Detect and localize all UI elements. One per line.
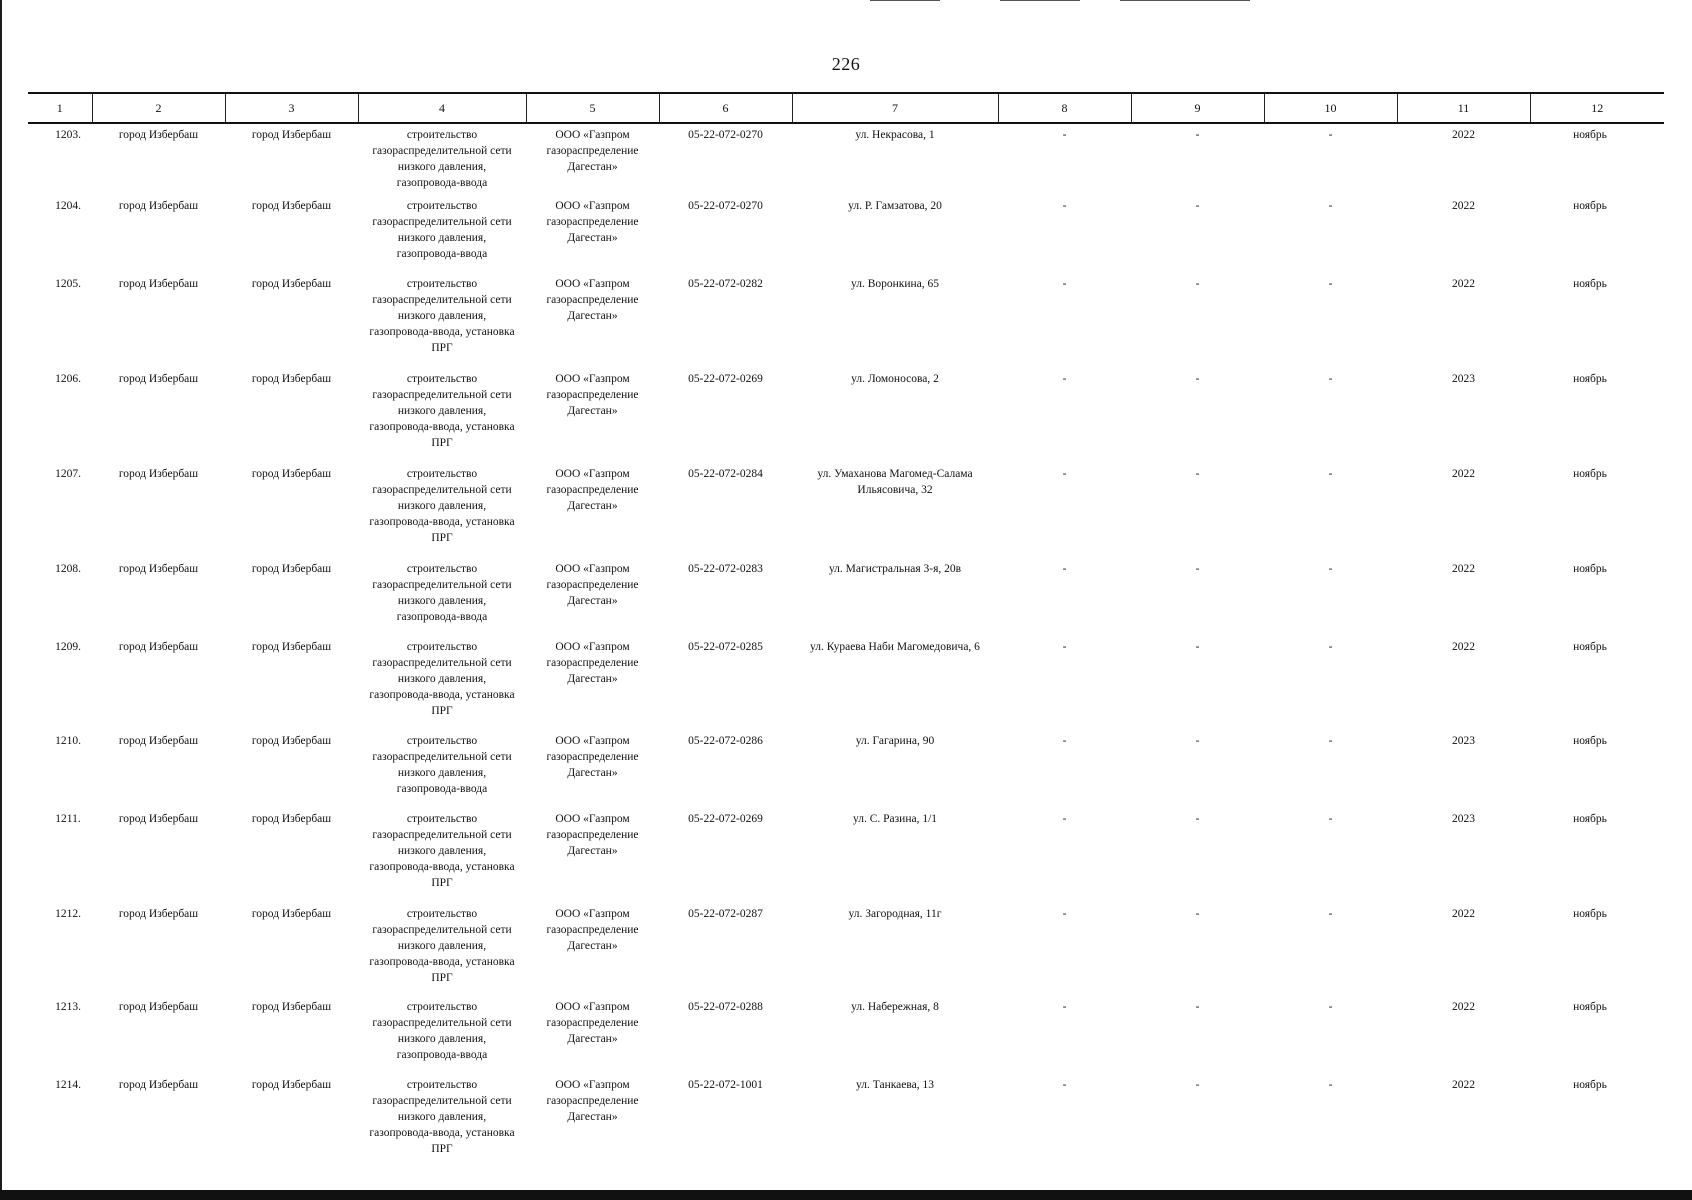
organization (526, 636, 659, 730)
month: ноябрь (1573, 735, 1607, 747)
work-description-line: ПРГ (431, 972, 453, 984)
scan-top-mark (1120, 0, 1250, 1)
table-row (28, 636, 1664, 730)
work-description (358, 903, 526, 996)
organization-line: газораспределение (546, 1017, 639, 1029)
work-description-line: низкого давления, (397, 845, 487, 857)
header-col-2: 2 (92, 93, 225, 123)
row-number: 1204. (55, 200, 81, 212)
organization-line: Дагестан» (567, 500, 618, 512)
table-row (28, 903, 1664, 996)
work-description-line: низкого давления, (397, 595, 487, 607)
col-8-value: - (1062, 373, 1067, 385)
address (792, 463, 998, 558)
organization-line: газораспределение (546, 216, 639, 228)
month: ноябрь (1573, 200, 1607, 212)
address (792, 195, 998, 273)
header-col-4: 4 (358, 93, 526, 123)
program-code: 05-22-072-0269 (688, 813, 763, 825)
col-10-value: - (1328, 200, 1333, 212)
work-description-line: строительство (406, 373, 478, 385)
row-number: 1210. (55, 735, 81, 747)
organization-line: газораспределение (546, 484, 639, 496)
work-description (358, 558, 526, 636)
organization-line: Дагестан» (567, 845, 618, 857)
organization-line: ООО «Газпром (555, 278, 630, 290)
col-9-value: - (1195, 735, 1200, 747)
work-description-line: газораспределительной сети (372, 829, 512, 841)
col-9-value: - (1195, 813, 1200, 825)
settlement: город Избербаш (251, 278, 332, 290)
organization-line: Дагестан» (567, 405, 618, 417)
municipal-district: город Избербаш (118, 200, 199, 212)
col-10-value: - (1328, 373, 1333, 385)
municipal-district: город Избербаш (118, 563, 199, 575)
organization (526, 730, 659, 808)
month: ноябрь (1573, 1001, 1607, 1013)
col-10-value: - (1328, 563, 1333, 575)
work-description-line: газораспределительной сети (372, 145, 512, 157)
table-row (28, 730, 1664, 808)
work-description-line: газопровода-ввода, установка (369, 1127, 515, 1139)
organization-line: ООО «Газпром (555, 200, 630, 212)
year: 2022 (1452, 129, 1475, 141)
table-row (28, 463, 1664, 558)
settlement: город Избербаш (251, 563, 332, 575)
col-10-value: - (1328, 641, 1333, 653)
col-8-value: - (1062, 641, 1067, 653)
month: ноябрь (1573, 1079, 1607, 1091)
year: 2023 (1452, 735, 1475, 747)
program-code: 05-22-072-0269 (688, 373, 763, 385)
year: 2022 (1452, 908, 1475, 920)
row-number: 1203. (55, 129, 81, 141)
work-description-line: газопровода-ввода (396, 1049, 488, 1061)
work-description-line: газораспределительной сети (372, 216, 512, 228)
col-8-value: - (1062, 563, 1067, 575)
address (792, 903, 998, 996)
header-col-9: 9 (1131, 93, 1264, 123)
settlement: город Избербаш (251, 129, 332, 141)
header-col-7: 7 (792, 93, 998, 123)
work-description-line: низкого давления, (397, 1033, 487, 1045)
municipal-district: город Избербаш (118, 373, 199, 385)
work-description-line: строительство (406, 1079, 478, 1091)
row-number: 1209. (55, 641, 81, 653)
col-8-value: - (1062, 1001, 1067, 1013)
organization-line: ООО «Газпром (555, 129, 630, 141)
scan-bottom-edge (0, 1190, 1692, 1200)
organization-line: Дагестан» (567, 595, 618, 607)
col-9-value: - (1195, 468, 1200, 480)
year: 2023 (1452, 373, 1475, 385)
organization-line: Дагестан» (567, 673, 618, 685)
col-10-value: - (1328, 129, 1333, 141)
year: 2022 (1452, 641, 1475, 653)
organization (526, 273, 659, 368)
address (792, 996, 998, 1074)
work-description (358, 195, 526, 273)
work-description (358, 123, 526, 195)
work-description-line: строительство (406, 735, 478, 747)
work-description-line: газопровода-ввода (396, 177, 488, 189)
col-8-value: - (1062, 908, 1067, 920)
table-row (28, 123, 1664, 195)
table-row (28, 996, 1664, 1074)
organization (526, 463, 659, 558)
program-code: 05-22-072-0288 (688, 1001, 763, 1013)
organization-line: ООО «Газпром (555, 641, 630, 653)
address-line: ул. Танкаева, 13 (856, 1079, 934, 1091)
address-line: ул. Набережная, 8 (851, 1001, 939, 1013)
work-description-line: строительство (406, 641, 478, 653)
organization (526, 195, 659, 273)
program-code: 05-22-072-0270 (688, 200, 763, 212)
table-row (28, 195, 1664, 273)
organization-line: газораспределение (546, 751, 639, 763)
address-line: Ильясовича, 32 (857, 484, 933, 496)
organization-line: газораспределение (546, 145, 639, 157)
col-8-value: - (1062, 200, 1067, 212)
work-description-line: газопровода-ввода (396, 611, 488, 623)
address-line: ул. Некрасова, 1 (855, 129, 935, 141)
col-8-value: - (1062, 813, 1067, 825)
work-description-line: газопровода-ввода, установка (369, 516, 515, 528)
year: 2022 (1452, 468, 1475, 480)
col-10-value: - (1328, 1001, 1333, 1013)
organization-line: газораспределение (546, 1095, 639, 1107)
work-description-line: строительство (406, 813, 478, 825)
organization-line: Дагестан» (567, 1033, 618, 1045)
program-code: 05-22-072-0286 (688, 735, 763, 747)
organization (526, 903, 659, 996)
settlement: город Избербаш (251, 641, 332, 653)
year: 2022 (1452, 278, 1475, 290)
program-code: 05-22-072-0282 (688, 278, 763, 290)
scan-left-edge (0, 0, 2, 1200)
organization-line: газораспределение (546, 829, 639, 841)
work-description-line: газопровода-ввода, установка (369, 421, 515, 433)
municipal-district: город Избербаш (118, 735, 199, 747)
header-col-5: 5 (526, 93, 659, 123)
work-description-line: низкого давления, (397, 310, 487, 322)
organization (526, 1074, 659, 1162)
work-description-line: строительство (406, 563, 478, 575)
register-table-wrap (28, 92, 1664, 1162)
row-number: 1205. (55, 278, 81, 290)
address-line: ул. Кураева Наби Магомедовича, 6 (810, 641, 980, 653)
header-col-8: 8 (998, 93, 1131, 123)
municipal-district: город Избербаш (118, 641, 199, 653)
address (792, 636, 998, 730)
row-number: 1214. (55, 1079, 81, 1091)
address (792, 123, 998, 195)
settlement: город Избербаш (251, 468, 332, 480)
col-8-value: - (1062, 129, 1067, 141)
table-row (28, 558, 1664, 636)
organization-line: ООО «Газпром (555, 813, 630, 825)
work-description-line: строительство (406, 129, 478, 141)
municipal-district: город Избербаш (118, 278, 199, 290)
header-col-6: 6 (659, 93, 792, 123)
work-description-line: низкого давления, (397, 673, 487, 685)
organization-line: Дагестан» (567, 1111, 618, 1123)
work-description-line: строительство (406, 200, 478, 212)
table-body (28, 123, 1664, 1162)
work-description-line: ПРГ (431, 342, 453, 354)
year: 2022 (1452, 200, 1475, 212)
col-9-value: - (1195, 1079, 1200, 1091)
row-number: 1208. (55, 563, 81, 575)
col-10-value: - (1328, 735, 1333, 747)
settlement: город Избербаш (251, 908, 332, 920)
col-9-value: - (1195, 641, 1200, 653)
municipal-district: город Избербаш (118, 908, 199, 920)
month: ноябрь (1573, 908, 1607, 920)
organization (526, 558, 659, 636)
month: ноябрь (1573, 563, 1607, 575)
work-description-line: строительство (406, 908, 478, 920)
address-line: ул. Магистральная 3-я, 20в (828, 563, 962, 575)
table-row (28, 1074, 1664, 1162)
program-code: 05-22-072-1001 (688, 1079, 763, 1091)
header-col-3: 3 (225, 93, 358, 123)
address-line: ул. С. Разина, 1/1 (852, 813, 938, 825)
work-description-line: низкого давления, (397, 161, 487, 173)
organization (526, 808, 659, 903)
settlement: город Избербаш (251, 373, 332, 385)
work-description (358, 730, 526, 808)
organization-line: газораспределение (546, 924, 639, 936)
year: 2023 (1452, 813, 1475, 825)
organization-line: ООО «Газпром (555, 1079, 630, 1091)
program-code: 05-22-072-0283 (688, 563, 763, 575)
program-code: 05-22-072-0284 (688, 468, 763, 480)
work-description (358, 996, 526, 1074)
organization-line: Дагестан» (567, 310, 618, 322)
col-10-value: - (1328, 908, 1333, 920)
organization-line: Дагестан» (567, 232, 618, 244)
col-8-value: - (1062, 468, 1067, 480)
header-col-10: 10 (1264, 93, 1397, 123)
organization (526, 123, 659, 195)
municipal-district: город Избербаш (118, 813, 199, 825)
header-col-1: 1 (28, 93, 92, 123)
organization-line: газораспределение (546, 579, 639, 591)
organization-line: Дагестан» (567, 767, 618, 779)
work-description-line: низкого давления, (397, 500, 487, 512)
col-9-value: - (1195, 563, 1200, 575)
work-description-line: газораспределительной сети (372, 294, 512, 306)
address-line: ул. Воронкина, 65 (850, 278, 940, 290)
year: 2022 (1452, 563, 1475, 575)
organization-line: ООО «Газпром (555, 373, 630, 385)
work-description-line: ПРГ (431, 437, 453, 449)
municipal-district: город Избербаш (118, 129, 199, 141)
work-description-line: газораспределительной сети (372, 1017, 512, 1029)
organization-line: ООО «Газпром (555, 563, 630, 575)
month: ноябрь (1573, 278, 1607, 290)
work-description (358, 463, 526, 558)
address (792, 368, 998, 463)
work-description-line: газопровода-ввода (396, 248, 488, 260)
work-description-line: газораспределительной сети (372, 484, 512, 496)
municipal-district: город Избербаш (118, 1079, 199, 1091)
col-9-value: - (1195, 908, 1200, 920)
month: ноябрь (1573, 813, 1607, 825)
organization-line: ООО «Газпром (555, 908, 630, 920)
organization-line: газораспределение (546, 294, 639, 306)
year: 2022 (1452, 1079, 1475, 1091)
work-description-line: строительство (406, 278, 478, 290)
organization (526, 996, 659, 1074)
work-description-line: газопровода-ввода, установка (369, 861, 515, 873)
work-description-line: газораспределительной сети (372, 579, 512, 591)
table-row (28, 368, 1664, 463)
work-description (358, 1074, 526, 1162)
row-number: 1206. (55, 373, 81, 385)
page-number: 226 (831, 54, 861, 74)
register-table (28, 92, 1664, 1162)
row-number: 1211. (55, 813, 81, 825)
address (792, 558, 998, 636)
settlement: город Избербаш (251, 1001, 332, 1013)
col-9-value: - (1195, 200, 1200, 212)
municipal-district: город Избербаш (118, 1001, 199, 1013)
work-description-line: газораспределительной сети (372, 924, 512, 936)
month: ноябрь (1573, 373, 1607, 385)
col-8-value: - (1062, 1079, 1067, 1091)
work-description (358, 636, 526, 730)
table-header (28, 93, 1664, 123)
month: ноябрь (1573, 641, 1607, 653)
work-description-line: ПРГ (431, 705, 453, 717)
col-8-value: - (1062, 735, 1067, 747)
address-line: ул. Гагарина, 90 (855, 735, 935, 747)
table-row (28, 273, 1664, 368)
work-description (358, 808, 526, 903)
municipal-district: город Избербаш (118, 468, 199, 480)
organization-line: газораспределение (546, 657, 639, 669)
work-description-line: низкого давления, (397, 767, 487, 779)
work-description (358, 273, 526, 368)
work-description-line: низкого давления, (397, 232, 487, 244)
work-description-line: низкого давления, (397, 940, 487, 952)
organization-line: Дагестан» (567, 161, 618, 173)
row-number: 1212. (55, 908, 81, 920)
settlement: город Избербаш (251, 813, 332, 825)
work-description-line: газораспределительной сети (372, 657, 512, 669)
work-description-line: газопровода-ввода, установка (369, 326, 515, 338)
work-description-line: ПРГ (431, 877, 453, 889)
col-10-value: - (1328, 468, 1333, 480)
scan-top-mark (870, 0, 940, 1)
address (792, 1074, 998, 1162)
work-description-line: ПРГ (431, 1143, 453, 1155)
organization-line: ООО «Газпром (555, 1001, 630, 1013)
work-description-line: строительство (406, 1001, 478, 1013)
table-row (28, 808, 1664, 903)
work-description-line: низкого давления, (397, 405, 487, 417)
address (792, 273, 998, 368)
organization-line: газораспределение (546, 389, 639, 401)
organization (526, 368, 659, 463)
work-description-line: газопровода-ввода, установка (369, 956, 515, 968)
header-col-11: 11 (1397, 93, 1530, 123)
work-description-line: газопровода-ввода, установка (369, 689, 515, 701)
settlement: город Избербаш (251, 1079, 332, 1091)
col-10-value: - (1328, 813, 1333, 825)
program-code: 05-22-072-0285 (688, 641, 763, 653)
organization-line: ООО «Газпром (555, 468, 630, 480)
work-description (358, 368, 526, 463)
work-description-line: низкого давления, (397, 1111, 487, 1123)
address (792, 730, 998, 808)
program-code: 05-22-072-0287 (688, 908, 763, 920)
program-code: 05-22-072-0270 (688, 129, 763, 141)
col-9-value: - (1195, 129, 1200, 141)
organization-line: ООО «Газпром (555, 735, 630, 747)
header-col-12: 12 (1530, 93, 1664, 123)
col-10-value: - (1328, 1079, 1333, 1091)
header-row (28, 93, 1664, 123)
organization-line: Дагестан» (567, 940, 618, 952)
address-line: ул. Ломоносова, 2 (851, 373, 939, 385)
work-description-line: строительство (406, 468, 478, 480)
row-number: 1207. (55, 468, 81, 480)
work-description-line: газораспределительной сети (372, 751, 512, 763)
col-10-value: - (1328, 278, 1333, 290)
address-line: ул. Р. Гамзатова, 20 (848, 200, 942, 212)
settlement: город Избербаш (251, 200, 332, 212)
month: ноябрь (1573, 468, 1607, 480)
col-8-value: - (1062, 278, 1067, 290)
col-9-value: - (1195, 278, 1200, 290)
address-line: ул. Умаханова Магомед-Салама (817, 468, 973, 480)
year: 2022 (1452, 1001, 1475, 1013)
work-description-line: газораспределительной сети (372, 389, 512, 401)
settlement: город Избербаш (251, 735, 332, 747)
address-line: ул. Загородная, 11г (848, 908, 942, 920)
month: ноябрь (1573, 129, 1607, 141)
work-description-line: ПРГ (431, 532, 453, 544)
work-description-line: газопровода-ввода (396, 783, 488, 795)
col-9-value: - (1195, 373, 1200, 385)
row-number: 1213. (55, 1001, 81, 1013)
col-9-value: - (1195, 1001, 1200, 1013)
work-description-line: газораспределительной сети (372, 1095, 512, 1107)
scan-top-mark (1000, 0, 1080, 1)
address (792, 808, 998, 903)
